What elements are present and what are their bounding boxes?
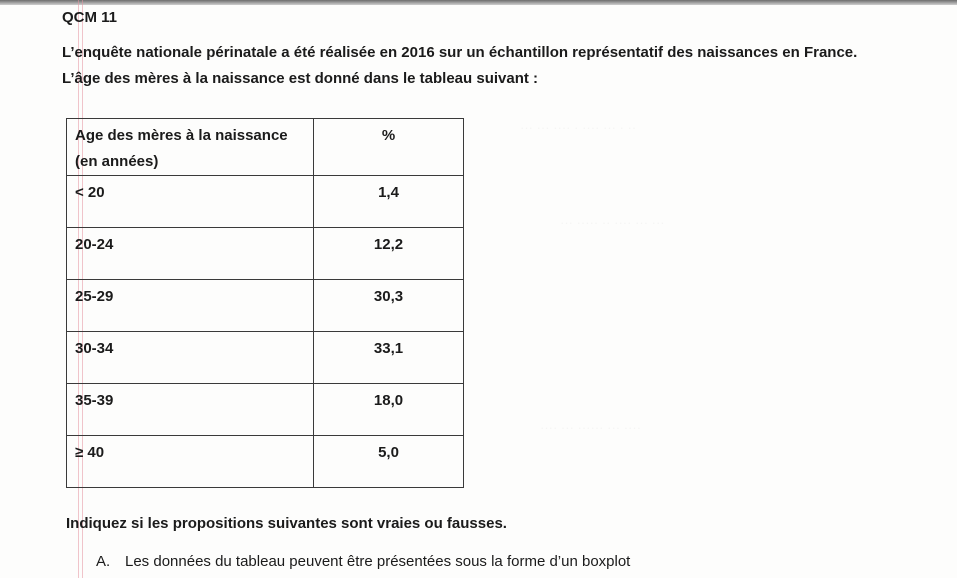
question-heading: QCM 11 <box>62 9 118 26</box>
age-distribution-table <box>66 118 464 488</box>
intro-line-1: L’enquête nationale périnatale a été réalisée en 2016 sur un échantillon représentatif des naissances en France. <box>62 44 858 61</box>
bleed-through-text: ···· ··· ······ ··· ···· <box>540 420 642 435</box>
bleed-through-text: ··· ··· ···· · ···· ··· · ·· <box>520 120 637 135</box>
table-row <box>67 436 464 488</box>
percent-cell: 30,3 <box>314 280 464 332</box>
intro-line-2: L’âge des mères à la naissance est donné dans le tableau suivant : <box>62 70 539 87</box>
table-row <box>67 228 464 280</box>
page-top-edge <box>0 0 957 5</box>
table-row <box>67 332 464 384</box>
instruction-text: Indiquez si les propositions suivantes sont vraies ou fausses. <box>66 515 507 532</box>
percent-cell: 18,0 <box>314 384 464 436</box>
option-a <box>96 553 630 570</box>
table-row <box>67 280 464 332</box>
age-header-line-1: Age des mères à la naissance <box>75 127 288 144</box>
age-cell: 25-29 <box>67 280 314 332</box>
age-cell: 20-24 <box>67 228 314 280</box>
age-column-header <box>67 119 314 176</box>
option-text: Les données du tableau peuvent être présentées sous la forme d’un boxplot <box>125 553 631 570</box>
age-cell: < 20 <box>67 176 314 228</box>
percent-cell: 1,4 <box>314 176 464 228</box>
table-row <box>67 384 464 436</box>
table-row <box>67 176 464 228</box>
age-cell: 35-39 <box>67 384 314 436</box>
age-cell: 30-34 <box>67 332 314 384</box>
percent-cell: 12,2 <box>314 228 464 280</box>
age-header-line-2: (en années) <box>75 153 159 170</box>
option-letter: A. <box>96 553 111 570</box>
percent-cell: 33,1 <box>314 332 464 384</box>
percent-cell: 5,0 <box>314 436 464 488</box>
percent-column-header: % <box>314 119 464 176</box>
age-cell: ≥ 40 <box>67 436 314 488</box>
bleed-through-text: ··· ····· ·· ···· ··· ··· <box>560 215 665 230</box>
table-header-row <box>67 119 464 176</box>
